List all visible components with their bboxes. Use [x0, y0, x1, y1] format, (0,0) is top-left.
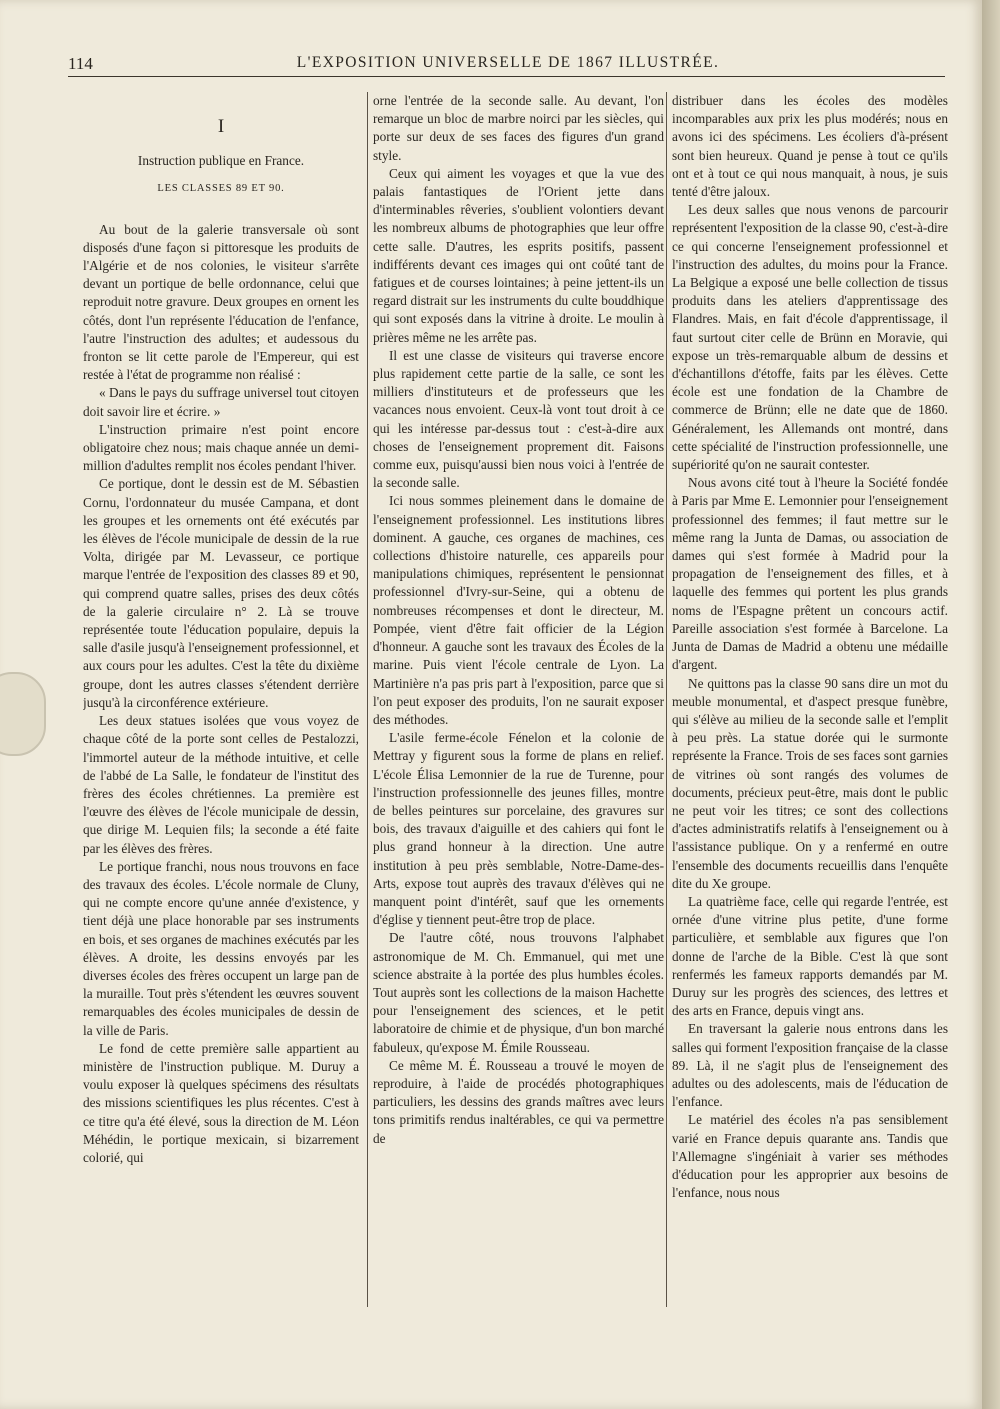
paragraph: Ce portique, dont le dessin est de M. Sébastien Cornu, l'ordonnateur du musée Campana, et dont les groupes et les ornements ont été exécutés par les élèves de l'école municipale de dessin de la rue Volta, dirigée par M. Levasseur, ce portique marque l'entrée de l'exposition des classes 89 et 90, qui comprend quatre salles, prises des deux côtés de la galerie circulaire n° 2. Là se trouve représentée toute l'éducation populaire, depuis la salle d'asile jusqu'à l'enseignement professionnel, et aux cours pour les adultes. C'est la tête du dixième groupe, dont les autres classes s'étendent derrière jusqu'à la circonférence extérieure.	[83, 476, 359, 710]
paragraph: Les deux salles que nous venons de parcourir représentent l'exposition de la classe 90, c'est-à-dire ce qui concerne l'enseignement professionnel et l'instruction des adultes, du moins pour la France. La Belgique a exposé une belle collection de tissus produits dans les ateliers d'apprentissage des Flandres. Mais, en fait d'école d'apprentissage, il faut surtout citer celle de Brünn en Moravie, qui expose un très-remarquable album de dessins et d'échantillons d'étoffe, faits par les élèves. Cette école est une fondation de la Chambre de commerce de Brünn; elle ne date que de 1860. Généralement, les Allemands ont montré, dans cette spécialité de l'instruction professionnelle, une supériorité qu'on ne saurait contester.	[672, 202, 948, 473]
paragraph: L'instruction primaire n'est point encore obligatoire chez nous; mais chaque année un demi-million d'adultes remplit nos écoles pendant l'hiver.	[83, 421, 359, 474]
column-3	[672, 92, 948, 1317]
paragraph: Ceux qui aiment les voyages et que la vue des palais fantastiques de l'Orient jette dans d'interminables rêveries, s'oublient volontiers devant les nombreux albums de photographies que leur offre cette salle. D'autres, les esprits positifs, passent indifférents devant ces images qui ont coûté tant de fatigues et de courses lointaines; à peine jettent-ils un regard distrait sur les instruments du culte bouddhique qui sont exposés dans la vitrine à droite. Le moulin à prières même ne les arrête pas.	[373, 165, 664, 345]
column-2	[373, 92, 664, 1317]
paragraph: Nous avons cité tout à l'heure la Société fondée à Paris par Mme E. Lemonnier pour l'enseignement professionnel des femmes; il faut mettre sur le même rang la Junta de Damas, ou association de dames qui s'est formée à Madrid pour la propagation de l'enseignement des filles, et à laquelle des femmes qui portent les plus grands noms de l'Espagne prêtent un concours actif. Pareille association s'est formée à Barcelone. La Junta de Damas de Madrid a obtenu une médaille d'argent.	[672, 475, 948, 673]
running-title: L'EXPOSITION UNIVERSELLE DE 1867 ILLUSTRÉE.	[296, 54, 720, 71]
paragraph: Le matériel des écoles n'a pas sensiblement varié en France depuis quarante ans. Tandis que l'Allemagne s'ingéniait à varier ses méthodes d'éducation pour les approprier aux besoins de l'enfance, nous nous	[672, 1112, 948, 1201]
paragraph: Ce même M. É. Rousseau a trouvé le moyen de reproduire, à l'aide de procédés photographiques particuliers, les dessins des grands maîtres avec leurs tons primitifs rendus inaltérables, ce qui va permettre de	[373, 1057, 664, 1146]
paragraph: « Dans le pays du suffrage universel tout citoyen doit savoir lire et écrire. »	[83, 385, 359, 419]
paragraph: Le portique franchi, nous nous trouvons en face des travaux des écoles. L'école normale de Cluny, qui ne compte encore qu'une année d'existence, y tient déjà une place honorable par ses instruments en bois, et ses organes de machines exécutés par les élèves. A droite, les dessins envoyés par les diverses écoles des frères occupent un large pan de la muraille. Tout près s'étendent les œuvres souvent remarquables des écoles municipales de dessin de la ville de Paris.	[83, 858, 359, 1038]
page-edge	[982, 0, 1000, 1409]
paragraph: distribuer dans les écoles des modèles incomparables aux prix les plus modérés; nous en avons ici des spécimens. Les écoliers d'à-présent sont bien heureux. Quand je pense à tout ce qu'ils ont et à tout ce qui nous manquait, à nous, je suis tenté d'être jaloux.	[672, 93, 948, 200]
page-fold-mark	[0, 672, 46, 756]
page-header	[68, 52, 948, 76]
paragraph: orne l'entrée de la seconde salle. Au devant, l'on remarque un bloc de marbre noirci par les siècles, qui porte sur deux de ses faces des figures d'un grand style.	[373, 93, 664, 163]
paragraph: Au bout de la galerie transversale où sont disposés d'une façon si pittoresque les produits de l'Algérie et de nos colonies, le visiteur s'arrête devant un portique de belle ordonnance, celui que reproduit notre gravure. Deux groupes en ornent les côtés, dont l'un représente l'éducation de l'enfance, l'autre l'instruction des adultes; et audessous du fronton se lit cette parole de l'Empereur, qui est restée à l'état de programme non réalisé :	[83, 221, 359, 383]
paragraph: Le fond de cette première salle appartient au ministère de l'instruction publique. M. Duruy a voulu exposer là quelques spécimens des résultats des missions scientifiques les plus récentes. C'est à ce titre qu'a été élevé, sous la direction de M. Léon Méhédin, le portique mexicain, si bizarrement colorié, qui	[83, 1040, 359, 1165]
paragraph: Ne quittons pas la classe 90 sans dire un mot du meuble monumental, et d'aspect presque funèbre, qui s'élève au milieu de la seconde salle et l'emplit à peu près. La statue dorée qui le surmonte représente la France. Trois de ses faces sont garnies de vitrines où sont rangés des volumes de documents, précieux peut-être, mais dont le public ne peut voir les titres; ce sont des collections d'actes administratifs relatifs à l'enseignement ou à l'assistance publique. On y a renfermé en outre l'ensemble des documents recueillis dans l'enquête dite du Xe groupe.	[672, 675, 948, 891]
header-rule	[68, 76, 945, 77]
article-title: Instruction publique en France.	[137, 153, 305, 169]
paragraph: En traversant la galerie nous entrons dans les salles qui forment l'exposition française de la classe 89. Là, il ne s'agit plus de l'enseignement des adultes ou des adolescents, mais de l'éducation de l'enfance.	[672, 1021, 948, 1110]
paragraph: Les deux statues isolées que vous voyez de chaque côté de la porte sont celles de Pestalozzi, l'immortel auteur de la méthode intuitive, et celle de l'abbé de La Salle, le fondateur de l'institut des frères des écoles chrétiennes. La première est l'œuvre des élèves de l'école municipale de dessin, que dirige M. Lequien fils; la seconde a été faite par les élèves des frères.	[83, 713, 359, 856]
column-divider	[666, 92, 667, 1307]
article-subtitle: LES CLASSES 89 ET 90.	[157, 183, 285, 195]
column-divider	[367, 92, 368, 1307]
paragraph: De l'autre côté, nous trouvons l'alphabet astronomique de M. Ch. Emmanuel, qui met une science abstraite à la portée des plus humbles écoles. Tout auprès sont les collections de la maison Hachette pour l'enseignement des sciences, et le petit laboratoire de chimie et de physique, d'un bon marché fabuleux, qu'expose M. Émile Rousseau.	[373, 930, 664, 1055]
paragraph: Ici nous sommes pleinement dans le domaine de l'enseignement professionnel. Les institutions libres dominent. A gauche, ces organes de machines, ces collections d'histoire naturelle, ces appareils pour manipulations chimiques, représentent le pensionnat professionnel d'Ivry-sur-Seine, qui a obtenu de nombreuses récompenses et dont le directeur, M. Pompée, vient d'être fait officier de la Légion d'honneur. A gauche sont les travaux des Écoles de la marine. Puis vient l'école centrale de Lyon. La Martinière n'a pas pris part à l'exposition, parce que si l'on peut exposer des produits, l'on ne saurait exposer des méthodes.	[373, 493, 664, 727]
section-number: I	[217, 116, 225, 137]
page-number: 114	[68, 54, 93, 73]
paragraph: La quatrième face, celle qui regarde l'entrée, est ornée d'une vitrine plus petite, d'une forme particulière, et semblable aux figures que l'on donne de l'arche de la Bible. C'est là que sont renfermés les fameux rapports demandés par M. Duruy sur les progrès des sciences, des lettres et des arts en France, depuis vingt ans.	[672, 893, 948, 1019]
paragraph: Il est une classe de visiteurs qui traverse encore plus rapidement cette partie de la salle, ce sont les milliers d'instituteurs et de professeurs que les vacances nous envoient. Ceux-là vont tout droit à ce qui les intéresse par-dessus tout : c'est-à-dire aux choses de l'enseignement proprement dit. Faisons comme eux, puisqu'aussi bien nous voici à l'entrée de la seconde salle.	[373, 347, 664, 491]
paragraph: L'asile ferme-école Fénelon et la colonie de Mettray y figurent sous la forme de plans en relief. L'école Élisa Lemonnier de la rue de Turenne, pour l'instruction professionnelle des jeunes filles, montre de belles peintures sur porcelaine, des gravures sur bois, des travaux d'aiguille et des cahiers qui font le plus grand honneur à la direction. Une autre institution à peu près semblable, Notre-Dame-des-Arts, expose tout auprès des travaux d'élèves qui ne manquent point d'intérêt, sauf que les ornements d'église y tiennent peut-être trop de place.	[373, 730, 664, 928]
column-1	[83, 92, 359, 1317]
